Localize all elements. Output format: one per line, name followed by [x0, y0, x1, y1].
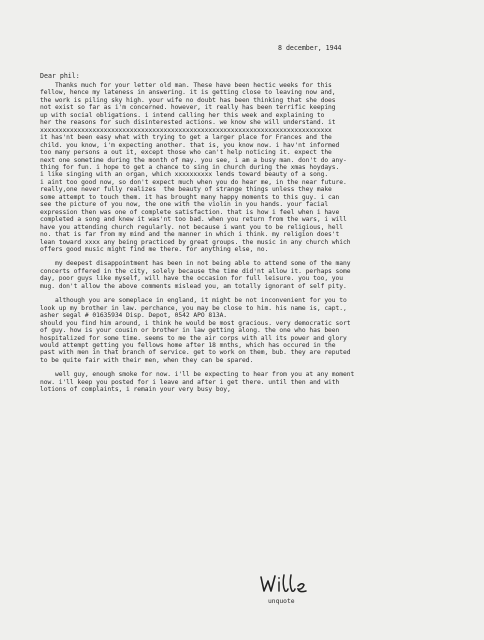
text-line: now. i'll keep you posted for i leave and after i get there. until then and with [40, 378, 340, 386]
text-line: i like singing with an organ, which xxxxxxxxxx lends toward beauty of a song. [40, 171, 329, 179]
text-line: her the reasons for such disinterested actions. we know she will understand. it [40, 119, 336, 127]
text-line: child. you know, i'm expecting another. that is, you know now. i hav'nt informed [40, 141, 340, 149]
text-line: have you attending church regularly. not because i want you to be religious, hell [40, 223, 344, 231]
handwritten-signature [258, 573, 310, 595]
text-line: lean toward xxxx any being practiced by great groups. the music in any church which [40, 238, 351, 246]
text-line: lotions of complaints, i remain your very busy boy, [40, 386, 231, 394]
text-line: too many persons a out it, except those who can't help noticing it. expect the [40, 149, 332, 157]
text-line: up with social obligations. i intend calling her this week and explaining to [40, 111, 325, 119]
text-line: it has'nt been easy what with trying to get a larger place for Frances and the [40, 134, 332, 142]
text-line: Thanks much for your letter old man. These have been hectic weeks for this [40, 82, 332, 89]
text-line: past with men in that branch of service. get to work on them, bub. they are reputed [40, 349, 351, 357]
text-line: asher segal # 01635934 Disp. Depot, 0542 APO 813A. [40, 312, 228, 320]
text-line: my deepest disappointment has been in not being able to attend some of the many [40, 260, 351, 268]
paragraph [40, 82, 476, 253]
text-line: thing for fun. i hope to get a chance to sing in church during the xmas hoydays. [40, 163, 340, 171]
text-line: day, poor guys like myself, will have the occasion for full leisure. you too, you [40, 275, 344, 283]
text-line: expression then was one of complete satisfaction. that is how i feel when i have [40, 208, 340, 216]
paragraph [40, 371, 476, 393]
text-line: well guy, enough smoke for now. i'll be expecting to hear from you at any moment [40, 371, 355, 379]
text-line: hospitalized for some time. seems to me the air corps with all its power and glory [40, 334, 347, 342]
text-line: see the picture of you now, the one with the violin in you hands. your facial [40, 201, 329, 209]
text-line: look up my brother in law. perchance, you may be close to him. his name is, capt., [40, 304, 347, 312]
text-line: to be quite fair with their men, when they can be spared. [40, 356, 254, 364]
paragraph [40, 260, 476, 290]
text-line: xxxxxxxxxxxxxxxxxxxxxxxxxxxxxxxxxxxxxxxxxxxxxxxxxxxxxxxxxxxxxxxxxxxxxxxxxxxxxx [40, 126, 332, 134]
text-line: mug. don't allow the above comments mislead you, am totally ignorant of self pity. [40, 282, 347, 290]
text-line: of guy. how is your cousin or brother in law getting along. the one who has been [40, 327, 340, 335]
text-line: really,one never fully realizes the beauty of strange things unless they make [40, 186, 332, 194]
salutation: Dear phil: [40, 72, 80, 80]
text-line: i aint too good now, so don't expect much when you do hear me, in the near future. [40, 178, 347, 186]
text-line: no. that is far from my mind and the manner in which i think. my religion does't [40, 231, 340, 239]
closing-word: unquote [268, 598, 295, 605]
text-line: completed a song and knew it was'nt too bad. when you return from the wars, i will [40, 216, 347, 224]
text-line: not exist so far as i'm concerned. however, it really has been terrific keeping [40, 104, 336, 112]
text-line: should you find him around, i think he would be most gracious. very democratic sort [40, 319, 351, 327]
text-line: some attempt to touch them. it has brought many happy moments to this guy. i can [40, 193, 340, 201]
letter-body [40, 82, 476, 401]
text-line: next one sometime during the month of may. you see, i am a busy man. don't do any- [40, 156, 347, 164]
text-line: would attempt getting you fellows home after 18 mnths, which has occured in the [40, 341, 336, 349]
letter-date: 8 december, 1944 [278, 44, 342, 52]
paragraph [40, 297, 476, 364]
text-line: although you are someplace in england, it might be not inconvenient for you to [40, 297, 347, 305]
text-line: the work is piling sky high. your wife no doubt has been thinking that she does [40, 96, 336, 104]
text-line: fellow, hence my lateness in answering. it is getting close to leaving now and, [40, 89, 336, 97]
text-line: concerts offered in the city, solely because the time did'nt allow it. perhaps some [40, 267, 351, 275]
text-line: offers good music might find me there. for anything else, no. [40, 245, 269, 253]
